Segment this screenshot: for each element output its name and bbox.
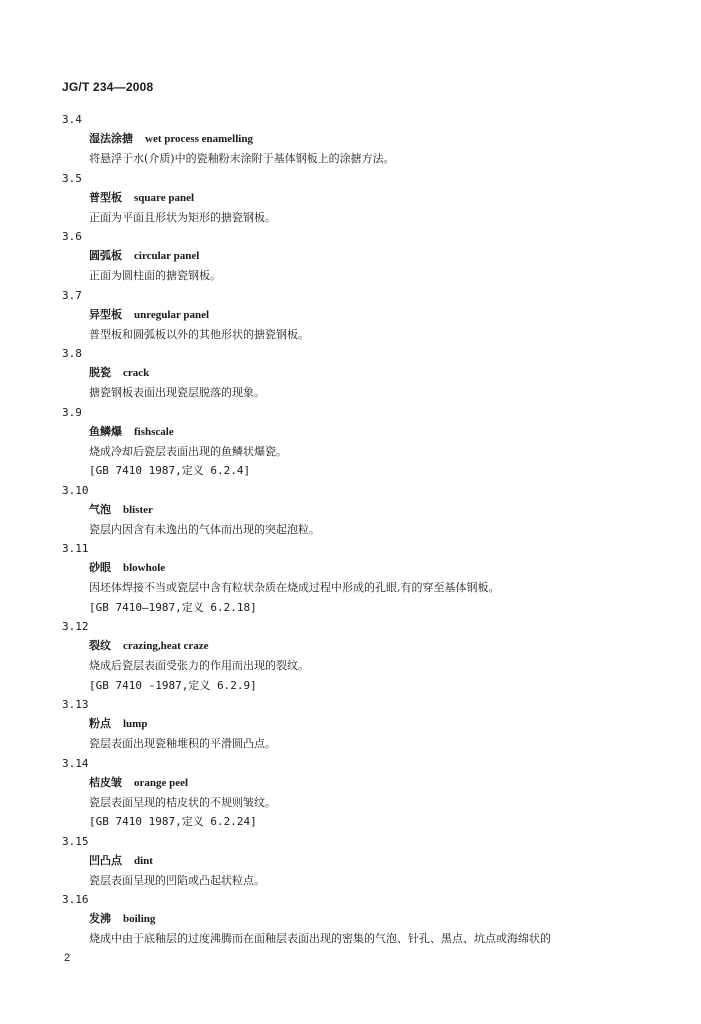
term-definition: 瓷层表面呈现的桔皮状的不规则皱纹。 (89, 795, 276, 809)
term-english-name: blowhole (123, 562, 166, 574)
term-number: 3.10 (62, 483, 89, 497)
term-english-name: blister (123, 503, 153, 516)
term-number: 3.13 (62, 698, 89, 711)
term-chinese-name: 凹凸点 (89, 853, 122, 867)
term-chinese-name: 发沸 (89, 912, 111, 925)
term-chinese-name: 圆弧板 (89, 249, 122, 262)
term-entry (0, 539, 701, 617)
term-number: 3.16 (62, 893, 89, 906)
term-english-name: fishscale (134, 425, 174, 438)
term-definition: 瓷层内因含有未逸出的气体而出现的突起泡粒。 (89, 522, 320, 536)
term-chinese-name: 异型板 (89, 307, 122, 321)
term-chinese-name: 砂眼 (89, 561, 111, 574)
term-title (89, 305, 701, 325)
term-entry (0, 110, 701, 169)
term-chinese-name: 裂纹 (89, 639, 111, 652)
term-english-name: square panel (134, 191, 195, 204)
term-reference: [GB 7410—1987,定义 6.2.18] (89, 600, 257, 614)
term-reference: [GB 7410 -1987,定义 6.2.9] (89, 678, 257, 692)
term-number: 3.8 (62, 347, 82, 360)
term-number: 3.7 (62, 288, 82, 302)
term-definition: 普型板和圆弧板以外的其他形状的搪瓷钢板。 (89, 327, 309, 341)
term-chinese-name: 粉点 (89, 717, 111, 730)
term-number: 3.9 (62, 405, 82, 419)
term-entry (0, 754, 701, 832)
term-number: 3.4 (62, 113, 82, 126)
term-title (89, 851, 701, 871)
term-english-name: boiling (123, 913, 156, 925)
term-chinese-name: 普型板 (89, 190, 122, 204)
term-title (89, 188, 701, 208)
term-definition: 烧成后瓷层表面受张力的作用而出现的裂纹。 (89, 659, 309, 672)
term-entry (0, 617, 701, 695)
term-title (89, 636, 701, 656)
term-definition: 搪瓷钢板表面出现瓷层脱落的现象。 (89, 386, 265, 399)
term-english-name: crack (123, 367, 150, 379)
term-definition: 瓷层表面呈现的凹陷或凸起状粒点。 (89, 873, 265, 887)
term-entry (0, 344, 701, 403)
term-entry (0, 169, 701, 228)
term-reference: [GB 7410 1987,定义 6.2.24] (89, 815, 257, 828)
term-chinese-name: 桔皮皱 (89, 775, 122, 789)
term-title (89, 246, 701, 266)
term-chinese-name: 鱼鳞爆 (89, 424, 122, 438)
term-number: 3.6 (62, 230, 82, 243)
term-title (89, 422, 701, 442)
term-number: 3.5 (62, 171, 82, 185)
term-definition: 烧成冷却后瓷层表面出现的鱼鳞状爆瓷。 (89, 444, 287, 458)
term-title (89, 129, 701, 149)
term-entry (0, 890, 701, 949)
term-english-name: dint (134, 854, 153, 867)
term-chinese-name: 气泡 (89, 502, 111, 516)
term-title (89, 773, 701, 793)
term-entry (0, 832, 701, 891)
term-english-name: unregular panel (134, 308, 210, 321)
standard-code-header: JG/T 234—2008 (62, 80, 154, 94)
term-english-name: lump (123, 718, 148, 730)
term-entry (0, 481, 701, 540)
term-entry (0, 286, 701, 345)
term-reference: [GB 7410 1987,定义 6.2.4] (89, 464, 251, 477)
term-definition: 瓷层表面出现瓷釉堆积的平滑圆凸点。 (89, 737, 276, 750)
term-definition: 正面为圆柱面的搪瓷钢板。 (89, 269, 221, 282)
term-entry (0, 695, 701, 754)
term-english-name: crazing,heat craze (123, 640, 209, 652)
term-title (89, 909, 701, 929)
term-number: 3.14 (62, 756, 89, 770)
term-definition: 将悬浮于水(介质)中的瓷釉粉末涂附于基体钢板上的涂搪方法。 (89, 152, 395, 165)
term-entry (0, 227, 701, 286)
term-definition: 烧成中由于底釉层的过度沸腾而在面釉层表面出现的密集的气泡、针孔、黑点、坑点或海绵状的 (89, 932, 551, 945)
term-number: 3.11 (62, 542, 89, 555)
term-definition: 正面为平面且形状为矩形的搪瓷钢板。 (89, 210, 276, 224)
term-title (89, 714, 701, 734)
term-english-name: wet process enamelling (145, 133, 253, 145)
term-english-name: orange peel (134, 776, 189, 789)
term-english-name: circular panel (134, 250, 200, 262)
term-definition: 因坯体焊接不当或瓷层中含有粒状杂质在烧成过程中形成的孔眼,有的穿至基体钢板。 (89, 581, 500, 594)
term-chinese-name: 脱瓷 (89, 366, 111, 379)
term-title (89, 363, 701, 383)
term-title (89, 500, 701, 520)
term-number: 3.15 (62, 834, 89, 848)
term-title (89, 558, 701, 578)
term-number: 3.12 (62, 620, 89, 633)
term-chinese-name: 湿法涂搪 (89, 132, 133, 145)
term-entry (0, 403, 701, 481)
page-number: 2 (64, 952, 71, 964)
terms-list (0, 110, 701, 949)
